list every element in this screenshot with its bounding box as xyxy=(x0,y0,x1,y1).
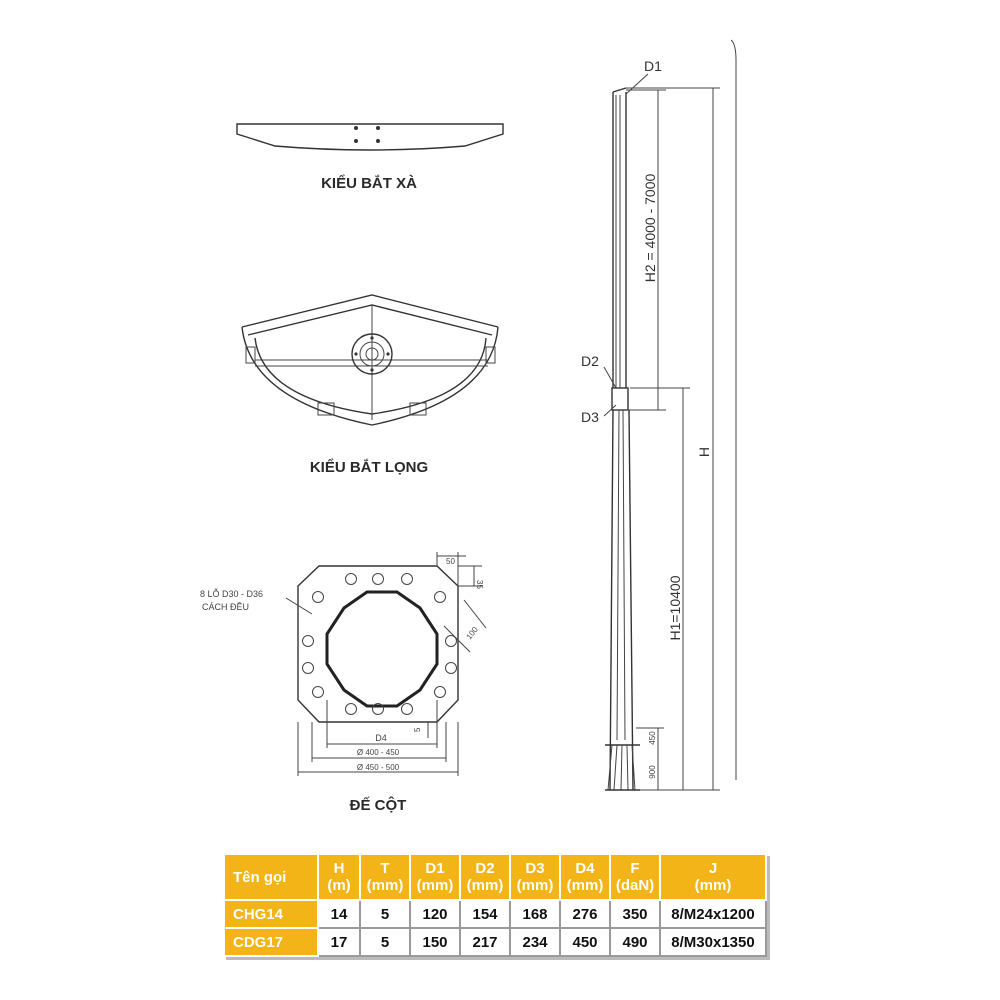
table-cell: 234 xyxy=(510,928,560,956)
crossarm-mount-figure xyxy=(237,124,503,150)
h2-label: H2 = 4000 - 7000 xyxy=(642,173,658,283)
col-d2-header: D2 (mm) xyxy=(460,854,510,900)
col-d4-header: D4 (mm) xyxy=(560,854,610,900)
table-cell: 120 xyxy=(410,900,460,928)
spec-table-header-row xyxy=(224,854,766,900)
col-h-header: H (m) xyxy=(318,854,360,900)
table-cell: 8/M24x1200 xyxy=(660,900,766,928)
dim-900-label: 900 xyxy=(648,765,657,779)
table-cell: 276 xyxy=(560,900,610,928)
ring-caption: KIỂU BẮT LỌNG xyxy=(309,459,429,476)
col-f-header: F (daN) xyxy=(610,854,660,900)
table-row xyxy=(224,928,766,956)
d4-label: D4 xyxy=(375,733,387,743)
base-caption: ĐẾ CỘT xyxy=(349,797,407,814)
table-cell: 14 xyxy=(318,900,360,928)
pole-elevation-figure xyxy=(604,40,736,790)
dim-450-label: 450 xyxy=(648,731,657,745)
d2-label: D2 xyxy=(581,353,599,369)
d3-label: D3 xyxy=(581,409,599,425)
table-cell: 490 xyxy=(610,928,660,956)
table-row xyxy=(224,900,766,928)
table-cell: 150 xyxy=(410,928,460,956)
table-cell: 450 xyxy=(560,928,610,956)
table-cell: 154 xyxy=(460,900,510,928)
h-label: H xyxy=(696,446,712,458)
table-cell: CHG14 xyxy=(224,900,318,928)
holes-spacing-label: CÁCH ĐỀU xyxy=(202,602,250,612)
table-cell: 350 xyxy=(610,900,660,928)
col-j-header: J (mm) xyxy=(660,854,766,900)
table-cell: 8/M30x1350 xyxy=(660,928,766,956)
crossarm-caption: KIỂU BẮT XÀ xyxy=(321,175,417,192)
spec-table-body xyxy=(224,900,766,956)
table-cell: 168 xyxy=(510,900,560,928)
ring-mount-figure xyxy=(242,295,498,425)
d1-label: D1 xyxy=(644,58,662,74)
col-d1-header: D1 (mm) xyxy=(410,854,460,900)
spec-table-header xyxy=(224,854,766,900)
col-name-header: Tên gọi xyxy=(224,854,318,900)
table-cell: 5 xyxy=(360,928,410,956)
dia-outer-label: Ø 450 - 500 xyxy=(356,763,400,772)
dim-100-label: 100 xyxy=(464,625,480,642)
col-t-header: T (mm) xyxy=(360,854,410,900)
dim-50-label: 50 xyxy=(446,557,455,566)
table-cell: CDG17 xyxy=(224,928,318,956)
dim-35-label: 35 xyxy=(475,580,484,589)
table-cell: 17 xyxy=(318,928,360,956)
dim-5-label: 5 xyxy=(413,727,422,732)
holes-label: 8 LỖ D30 - D36 xyxy=(200,589,264,599)
table-cell: 5 xyxy=(360,900,410,928)
h1-label: H1=10400 xyxy=(667,575,683,641)
table-cell: 217 xyxy=(460,928,510,956)
col-d3-header: D3 (mm) xyxy=(510,854,560,900)
dia-inner-label: Ø 400 - 450 xyxy=(356,748,400,757)
spec-table xyxy=(223,853,767,957)
